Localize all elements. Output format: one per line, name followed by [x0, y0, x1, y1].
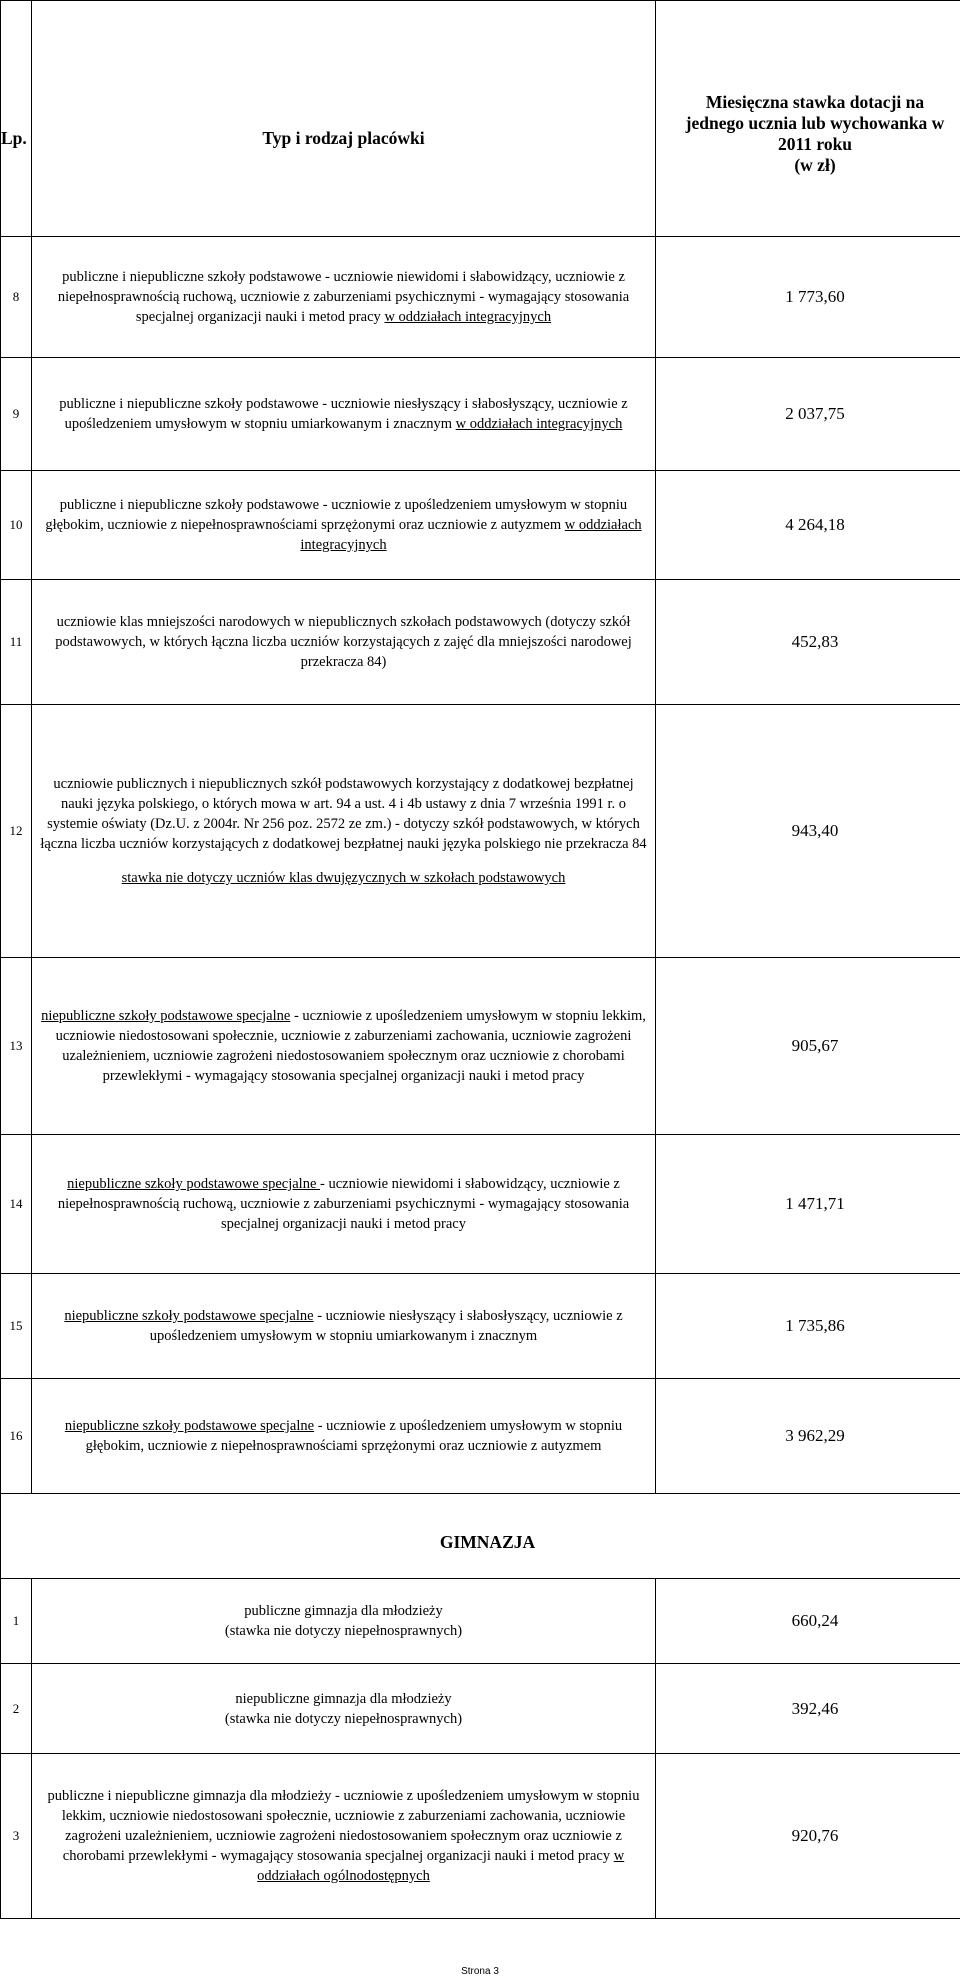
row-description [32, 1379, 656, 1494]
row-underlined: niepubliczne szkoły podstawowe specjalne [41, 1008, 291, 1024]
header-rate-line1: Miesięczna stawka dotacji na [705, 91, 925, 112]
row-text: uczniowie publicznych i niepublicznych szkół podstawowych korzystający z dodatkowej bezpłatnej nauki języka polskiego, o których mowa w art. 94 a ust. 4 i 4b ustawy z dnia 7 września 1991 r. o systemie oświaty (Dz.U. z 2004r. Nr 256 poz. 2572 ze zm.) - dotyczy szkół podstawowych, w których łączna liczba uczniów korzystających z dodatkowej bezpłatnej nauki języka polskiego nie przekracza 84 [40, 776, 647, 852]
row-line1: publiczne gimnazja dla młodzieży [244, 1603, 443, 1619]
header-row [1, 1, 960, 237]
table-row [1, 1379, 960, 1494]
section-row [1, 1494, 960, 1579]
table-row [1, 1664, 960, 1754]
row-lp: 11 [1, 580, 32, 705]
row-description [32, 1135, 656, 1274]
row-value: 4 264,18 [656, 471, 960, 580]
row-description [32, 1664, 656, 1754]
row-description: uczniowie klas mniejszości narodowych w niepublicznych szkołach podstawowych (dotyczy szkół podstawowych, w których łączna liczba uczniów korzystających z zajęć dla mniejszości narodowej przekracza 84) [32, 580, 656, 705]
row-value: 1 471,71 [656, 1135, 960, 1274]
page-footer: Strona 3 [461, 1966, 499, 1977]
row-text: - uczniowie niesłyszący i słabosłyszący, uczniowie z upośledzeniem umysłowym w stopniu umiarkowanym i znacznym [149, 1308, 623, 1344]
row-text: publiczne i niepubliczne szkoły podstawowe - uczniowie niesłyszący i słabosłyszący, uczniowie z upośledzeniem umysłowym w stopniu umiarkowanym i znacznym [59, 396, 628, 432]
section-title: GIMNAZJA [1, 1494, 960, 1579]
table-row [1, 358, 960, 471]
row-text: - uczniowie z upośledzeniem umysłowym w stopniu głębokim, uczniowie z niepełnosprawnościami sprzężonymi oraz uczniowie z autyzmem [85, 1418, 623, 1454]
row-value: 452,83 [656, 580, 960, 705]
header-rate-line2: jednego ucznia lub wychowanka w [685, 112, 945, 133]
row-underlined: niepubliczne szkoły podstawowe specjalne [67, 1176, 321, 1192]
table-row [1, 580, 960, 705]
table-row [1, 1135, 960, 1274]
row-description [32, 1754, 656, 1919]
row-underlined: w oddziałach integracyjnych [300, 517, 642, 553]
row-lp: 13 [1, 958, 32, 1135]
table-row [1, 1274, 960, 1379]
row-note: stawka nie dotyczy uczniów klas dwujęzycznych w szkołach podstawowych [121, 870, 566, 886]
row-line1: niepubliczne gimnazja dla młodzieży [235, 1690, 452, 1707]
row-value: 1 735,86 [656, 1274, 960, 1379]
table-row [1, 1754, 960, 1919]
row-lp: 1 [1, 1579, 32, 1664]
row-text: publiczne i niepubliczne gimnazja dla młodzieży - uczniowie z upośledzeniem umysłowym w stopniu lekkim, uczniowie niedostosowani społecznie, uczniowie z zaburzeniami zachowania, uczniowie zagrożeni uzależnieniem, uczniowie zagrożeni niedostosowaniem społecznym oraz uczniowie z chorobami przewlekłymi - wymagający stosowania specjalnej organizacji nauki i metod pracy [47, 1788, 640, 1864]
row-underlined: w oddziałach ogólnodostępnych [257, 1848, 625, 1884]
row-value: 905,67 [656, 958, 960, 1135]
row-description [32, 958, 656, 1135]
row-lp: 3 [1, 1754, 32, 1919]
row-text: - uczniowie niewidomi i słabowidzący, uczniowie z niepełnosprawnością ruchową, uczniowie z zaburzeniami psychicznymi - wymagający stosowania specjalnej organizacji nauki i metod pracy [57, 1176, 630, 1232]
table-row [1, 1579, 960, 1664]
row-value: 943,40 [656, 705, 960, 958]
row-text: publiczne i niepubliczne szkoły podstawowe - uczniowie niewidomi i słabowidzący, uczniowie z niepełnosprawnością ruchową, uczniowie z zaburzeniami psychicznymi - wymagający stosowania specjalnej organizacji nauki i metod pracy [57, 269, 630, 325]
row-underlined: w oddziałach integracyjnych [455, 416, 623, 432]
row-description [32, 471, 656, 580]
row-lp: 15 [1, 1274, 32, 1379]
header-rate-line3: 2011 roku [777, 133, 853, 154]
row-lp: 10 [1, 471, 32, 580]
row-text: - uczniowie z upośledzeniem umysłowym w stopniu lekkim, uczniowie niedostosowani społecznie, uczniowie z zaburzeniami zachowania, uczniowie zagrożeni uzależnieniem, uczniowie zagrożeni niedostosowaniem społecznym oraz uczniowie z chorobami przewlekłymi - wymagający stosowania specjalnej organizacji nauki i metod pracy [55, 1008, 646, 1084]
row-underlined: niepubliczne szkoły podstawowe specjalne [64, 1308, 314, 1324]
row-text: publiczne i niepubliczne szkoły podstawowe - uczniowie z upośledzeniem umysłowym w stopniu głębokim, uczniowie z niepełnosprawnościami sprzężonymi oraz uczniowie z autyzmem [45, 497, 628, 533]
table-row [1, 705, 960, 958]
row-value: 392,46 [656, 1664, 960, 1754]
table-row [1, 237, 960, 358]
row-lp: 9 [1, 358, 32, 471]
row-underlined: w oddziałach integracyjnych [384, 309, 552, 325]
row-description [32, 358, 656, 471]
row-lp: 16 [1, 1379, 32, 1494]
table-row [1, 471, 960, 580]
row-value: 3 962,29 [656, 1379, 960, 1494]
row-lp: 2 [1, 1664, 32, 1754]
header-rate [656, 1, 960, 237]
row-value: 920,76 [656, 1754, 960, 1919]
row-value: 660,24 [656, 1579, 960, 1664]
row-lp: 12 [1, 705, 32, 958]
row-description [32, 1274, 656, 1379]
row-value: 2 037,75 [656, 358, 960, 471]
header-lp: Lp. [1, 1, 32, 237]
row-description [32, 237, 656, 358]
row-lp: 14 [1, 1135, 32, 1274]
row-value: 1 773,60 [656, 237, 960, 358]
header-rate-line4: (w zł) [794, 154, 836, 175]
row-underlined: niepubliczne szkoły podstawowe specjalne [64, 1418, 315, 1434]
header-type: Typ i rodzaj placówki [32, 1, 656, 237]
row-line2: (stawka nie dotyczy niepełnosprawnych) [224, 1710, 463, 1727]
table-row [1, 958, 960, 1135]
row-description [32, 1579, 656, 1664]
row-lp: 8 [1, 237, 32, 358]
row-line2: (stawka nie dotyczy niepełnosprawnych) [224, 1623, 463, 1639]
row-description [32, 705, 656, 958]
